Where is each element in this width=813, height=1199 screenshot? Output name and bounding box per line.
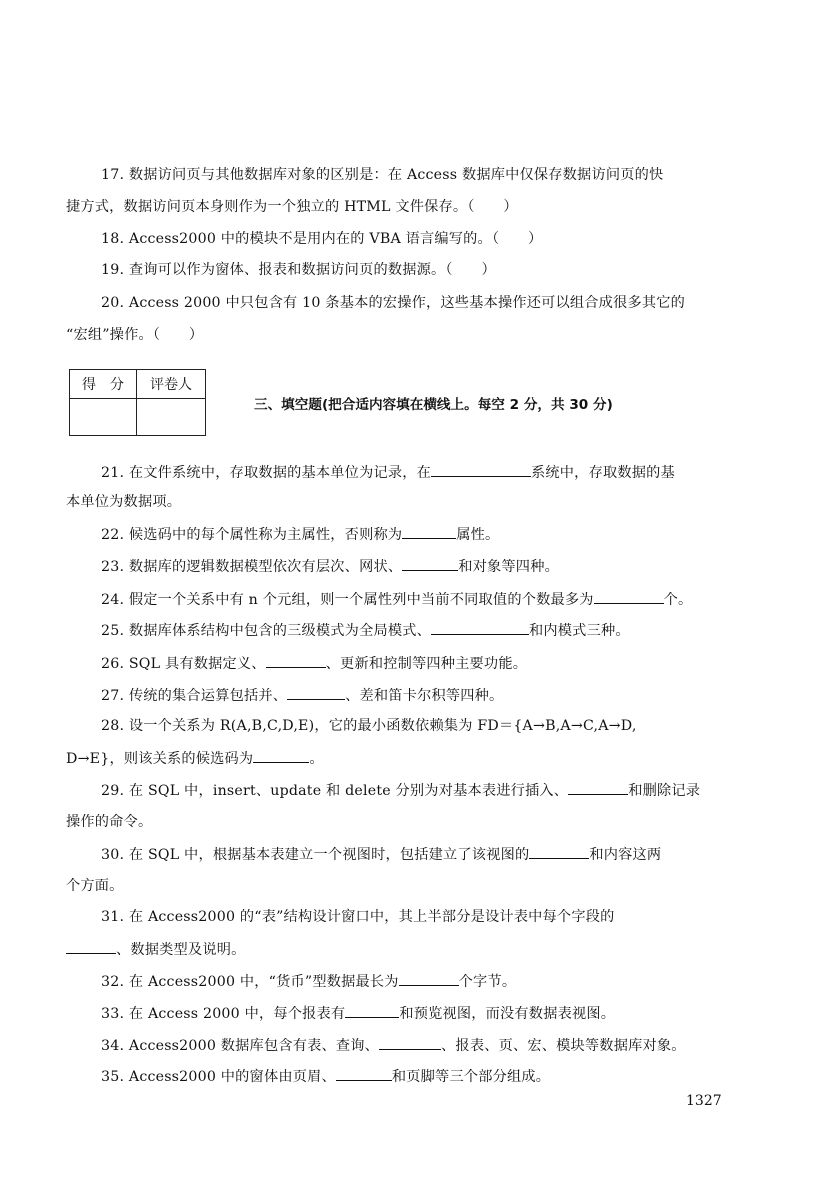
answer-blank bbox=[266, 653, 326, 668]
answer-blank bbox=[379, 1035, 441, 1050]
score-label: 得 分 bbox=[70, 370, 137, 399]
question-31-line-2: 、数据类型及说明。 bbox=[66, 939, 246, 960]
answer-blank bbox=[402, 556, 458, 571]
question-22: 22. 候选码中的每个属性称为主属性，否则称为 属性。 bbox=[101, 524, 499, 545]
score-table bbox=[69, 369, 206, 436]
question-29-line-2: 操作的命令。 bbox=[66, 814, 153, 830]
question-28-line-1: 28. 设一个关系为 R(A,B,C,D,E)，它的最小函数依赖集为 FD＝{A→B,A→C,A→D, bbox=[101, 718, 637, 734]
question-27: 27. 传统的集合运算包括并、 、差和笛卡尔积等四种。 bbox=[101, 685, 503, 706]
question-34: 34. Access2000 数据库包含有表、查询、 、报表、页、宏、模块等数据库对象。 bbox=[101, 1035, 686, 1056]
answer-blank bbox=[431, 620, 529, 635]
grader-cell bbox=[137, 399, 206, 436]
question-20-line-2: “宏组”操作。（ ） bbox=[66, 327, 204, 343]
grader-label: 评卷人 bbox=[137, 370, 206, 399]
answer-blank bbox=[431, 462, 531, 477]
question-17-line-2: 捷方式，数据访问页本身则作为一个独立的 HTML 文件保存。（ ） bbox=[66, 199, 518, 215]
answer-blank bbox=[66, 939, 116, 954]
score-cell bbox=[70, 399, 137, 436]
question-28-line-2: D→E}，则该关系的候选码为 。 bbox=[66, 748, 324, 769]
question-30-line-2: 个方面。 bbox=[66, 878, 124, 894]
answer-blank bbox=[529, 844, 589, 859]
question-33: 33. 在 Access 2000 中，每个报表有 和预览视图，而没有数据表视图。 bbox=[101, 1003, 615, 1024]
answer-blank bbox=[336, 1066, 392, 1081]
question-35: 35. Access2000 中的窗体由页眉、 和页脚等三个部分组成。 bbox=[101, 1066, 550, 1087]
answer-blank bbox=[594, 589, 664, 604]
question-19: 19. 查询可以作为窗体、报表和数据访问页的数据源。（ ） bbox=[101, 262, 496, 278]
section-title: 三、填空题(把合适内容填在横线上。每空 2 分，共 30 分) bbox=[254, 397, 613, 413]
question-21-line-1: 21. 在文件系统中，存取数据的基本单位为记录，在 系统中，存取数据的基 bbox=[101, 462, 675, 483]
answer-blank bbox=[345, 1003, 399, 1018]
question-26: 26. SQL 具有数据定义、 、更新和控制等四种主要功能。 bbox=[101, 653, 527, 674]
question-31-line-1: 31. 在 Access2000 的“表”结构设计窗口中，其上半部分是设计表中每个字段的 bbox=[101, 909, 615, 925]
answer-blank bbox=[399, 971, 459, 986]
answer-blank bbox=[253, 748, 309, 763]
answer-blank bbox=[287, 685, 345, 700]
page-number: 1327 bbox=[686, 1093, 722, 1109]
question-23: 23. 数据库的逻辑数据模型依次有层次、网状、 和对象等四种。 bbox=[101, 556, 559, 577]
question-21-line-2: 本单位为数据项。 bbox=[66, 494, 182, 510]
question-30-line-1: 30. 在 SQL 中，根据基本表建立一个视图时，包括建立了该视图的 和内容这两 bbox=[101, 844, 661, 865]
question-20-line-1: 20. Access 2000 中只包含有 10 条基本的宏操作，这些基本操作还可以组合成很多其它的 bbox=[101, 295, 685, 311]
question-18: 18. Access2000 中的模块不是用内在的 VBA 语言编写的。（ ） bbox=[101, 231, 543, 247]
question-32: 32. 在 Access2000 中，“货币”型数据最长为 个字节。 bbox=[101, 971, 516, 992]
question-17-line-1: 17. 数据访问页与其他数据库对象的区别是：在 Access 数据库中仅保存数据访问页的快 bbox=[101, 167, 664, 183]
question-29-line-1: 29. 在 SQL 中，insert、update 和 delete 分别为对基本表进行插入、 和删除记录 bbox=[101, 780, 700, 801]
answer-blank bbox=[402, 524, 456, 539]
answer-blank bbox=[568, 780, 628, 795]
question-25: 25. 数据库体系结构中包含的三级模式为全局模式、 和内模式三种。 bbox=[101, 620, 630, 641]
question-24: 24. 假定一个关系中有 n 个元组，则一个属性列中当前不同取值的个数最多为 个。 bbox=[101, 589, 692, 610]
